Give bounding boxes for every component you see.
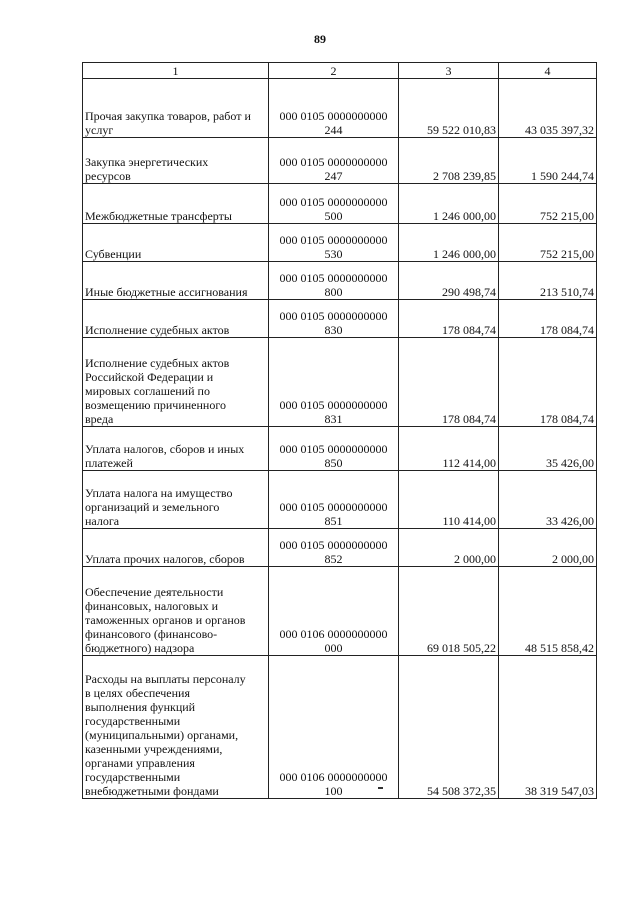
row-name: Расходы на выплаты персоналу в целях обеспечения выполнения функций государственными (муниципальными) органами, казенными учреждениями, органами управления государственными внебюджетными фондами <box>83 656 269 799</box>
row-code: 000 0105 0000000000 244 <box>269 79 399 138</box>
row-value-col3: 1 246 000,00 <box>399 224 499 262</box>
row-code: 000 0105 0000000000 852 <box>269 529 399 567</box>
row-code: 000 0105 0000000000 850 <box>269 427 399 471</box>
row-name: Прочая закупка товаров, работ и услуг <box>83 79 269 138</box>
row-code: 000 0105 0000000000 247 <box>269 138 399 184</box>
row-value-col3: 178 084,74 <box>399 338 499 427</box>
row-value-col3: 59 522 010,83 <box>399 79 499 138</box>
row-name: Иные бюджетные ассигнования <box>83 262 269 300</box>
row-value-col4: 752 215,00 <box>499 224 597 262</box>
table-row <box>83 338 597 427</box>
row-name: Уплата налогов, сборов и иных платежей <box>83 427 269 471</box>
table-row <box>83 138 597 184</box>
row-code: 000 0105 0000000000 831 <box>269 338 399 427</box>
row-value-col3: 112 414,00 <box>399 427 499 471</box>
row-code: 000 0105 0000000000 800 <box>269 262 399 300</box>
table-row <box>83 471 597 529</box>
table-header-row <box>83 63 597 79</box>
table-row <box>83 79 597 138</box>
table-row <box>83 262 597 300</box>
row-value-col4: 1 590 244,74 <box>499 138 597 184</box>
row-name: Обеспечение деятельности финансовых, налоговых и таможенных органов и органов финансового (финансово- бюджетного) надзора <box>83 567 269 656</box>
row-code: 000 0105 0000000000 500 <box>269 184 399 224</box>
table-row <box>83 427 597 471</box>
row-name: Исполнение судебных актов <box>83 300 269 338</box>
row-value-col4: 38 319 547,03 <box>499 656 597 799</box>
row-value-col3: 54 508 372,35 <box>399 656 499 799</box>
row-value-col4: 33 426,00 <box>499 471 597 529</box>
column-header: 3 <box>399 63 499 79</box>
row-value-col3: 178 084,74 <box>399 300 499 338</box>
table-row <box>83 567 597 656</box>
row-value-col4: 213 510,74 <box>499 262 597 300</box>
budget-table <box>82 62 597 799</box>
row-name: Уплата налога на имущество организаций и земельного налога <box>83 471 269 529</box>
page-number: 89 <box>314 32 326 46</box>
row-value-col4: 178 084,74 <box>499 338 597 427</box>
row-code: 000 0105 0000000000 851 <box>269 471 399 529</box>
row-value-col4: 2 000,00 <box>499 529 597 567</box>
row-value-col3: 69 018 505,22 <box>399 567 499 656</box>
row-value-col4: 43 035 397,32 <box>499 79 597 138</box>
row-value-col4: 752 215,00 <box>499 184 597 224</box>
row-name: Исполнение судебных актов Российской Федерации и мировых соглашений по возмещению причиненного вреда <box>83 338 269 427</box>
row-name: Субвенции <box>83 224 269 262</box>
table-row <box>83 300 597 338</box>
column-header: 4 <box>499 63 597 79</box>
row-value-col3: 1 246 000,00 <box>399 184 499 224</box>
row-name: Межбюджетные трансферты <box>83 184 269 224</box>
row-code: 000 0106 0000000000 000 <box>269 567 399 656</box>
row-name: Уплата прочих налогов, сборов <box>83 529 269 567</box>
row-value-col3: 110 414,00 <box>399 471 499 529</box>
row-value-col4: 48 515 858,42 <box>499 567 597 656</box>
column-header: 2 <box>269 63 399 79</box>
row-value-col4: 35 426,00 <box>499 427 597 471</box>
row-code: 000 0105 0000000000 830 <box>269 300 399 338</box>
row-value-col3: 290 498,74 <box>399 262 499 300</box>
table-row <box>83 224 597 262</box>
row-value-col4: 178 084,74 <box>499 300 597 338</box>
table-row <box>83 529 597 567</box>
table-row <box>83 656 597 799</box>
scan-mark <box>378 787 383 789</box>
table-row <box>83 184 597 224</box>
row-value-col3: 2 708 239,85 <box>399 138 499 184</box>
row-code: 000 0105 0000000000 530 <box>269 224 399 262</box>
row-name: Закупка энергетических ресурсов <box>83 138 269 184</box>
column-header: 1 <box>83 63 269 79</box>
row-code: 000 0106 0000000000 100 <box>269 656 399 799</box>
row-value-col3: 2 000,00 <box>399 529 499 567</box>
